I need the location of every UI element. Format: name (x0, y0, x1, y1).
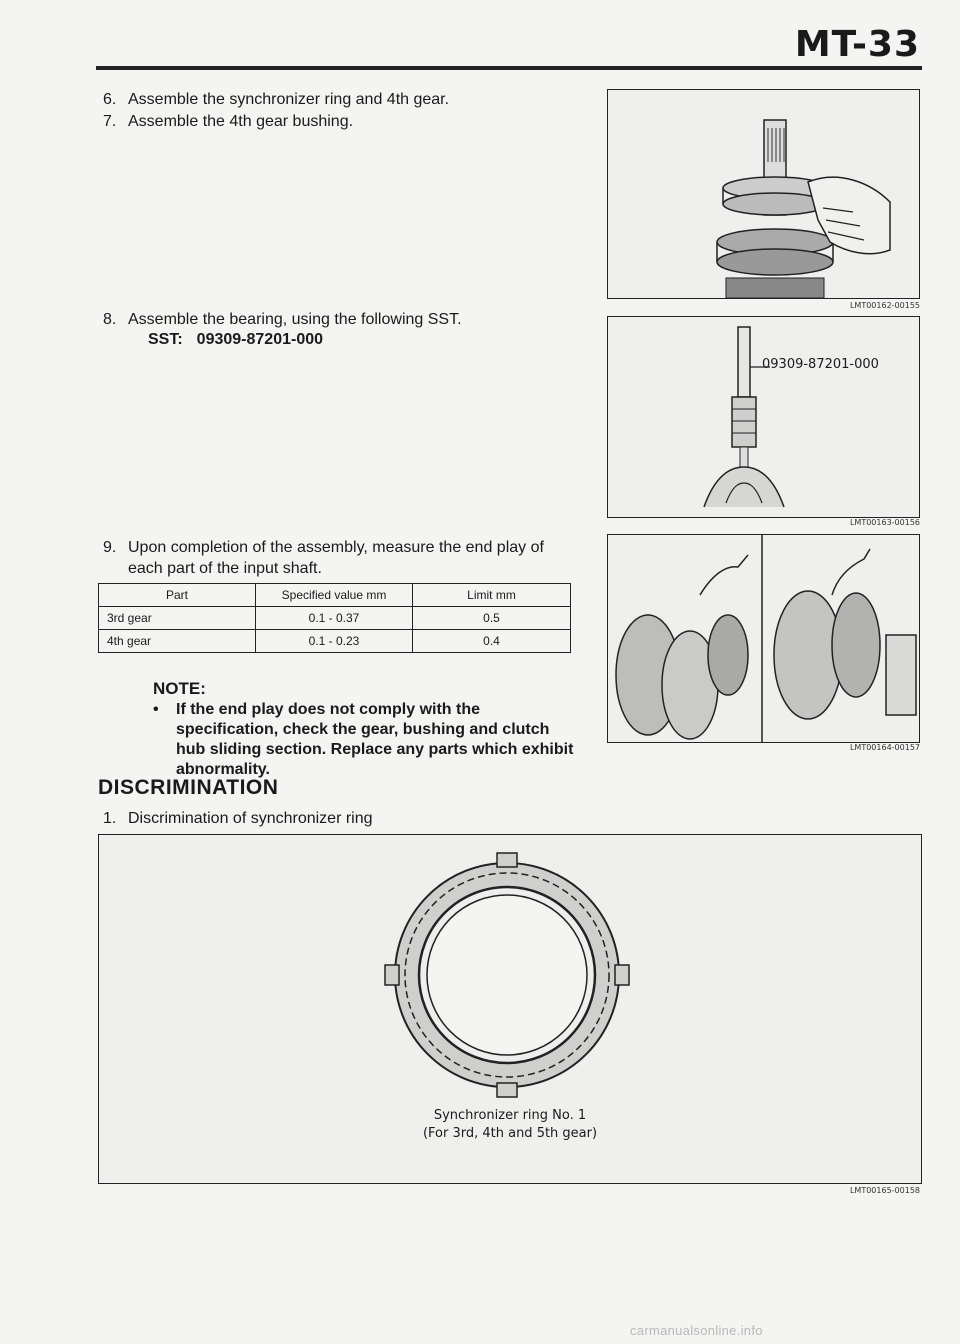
note-text: If the end play does not comply with the specification, check the gear, bushing and clutch hub sliding section. Replace any parts which exhibit abnormality. (176, 701, 574, 778)
step-6 (103, 89, 593, 110)
bullet-icon: • (153, 701, 159, 718)
sst-callout: 09309-87201-000 (762, 357, 879, 372)
step-text: Discrimination of synchronizer ring (128, 810, 373, 827)
figure-code: LMT00162-00155 (849, 301, 920, 310)
figure-bearing-press (607, 316, 920, 518)
step-number: 6. (103, 91, 117, 108)
sst-label: SST: (148, 331, 183, 348)
step-number: 8. (103, 311, 117, 328)
step-9 (103, 537, 583, 579)
table-row (99, 630, 571, 653)
figure-gear-assembly (607, 89, 920, 299)
table-cell: 0.5 (413, 607, 571, 630)
figure-end-play-measurement (607, 534, 920, 743)
discrimination-item-1 (103, 808, 593, 829)
caption-line: (For 3rd, 4th and 5th gear) (422, 1126, 598, 1141)
sst-code: 09309-87201-000 (196, 331, 324, 348)
table-header-row (99, 584, 571, 607)
page-number: MT-33 (794, 24, 920, 65)
table-cell: 0.1 - 0.37 (256, 607, 413, 630)
footer-watermark: carmanualsonline.info (630, 1323, 763, 1338)
step-text: Assemble the 4th gear bushing. (128, 113, 354, 130)
table-cell: 3rd gear (99, 607, 256, 630)
table-header: Part (99, 584, 256, 607)
sst-line (148, 331, 337, 349)
step-number: 1. (103, 810, 117, 827)
figure-code: LMT00164-00157 (849, 743, 920, 752)
table-header: Specified value mm (256, 584, 413, 607)
table-header: Limit mm (413, 584, 571, 607)
table-row (99, 607, 571, 630)
step-number: 9. (103, 539, 117, 556)
figure-code: LMT00165-00158 (849, 1186, 920, 1195)
figure-code: LMT00163-00156 (849, 518, 920, 527)
note-title: NOTE: (153, 679, 206, 698)
step-text: Upon completion of the assembly, measure the end play of each part of the input shaft. (128, 539, 544, 577)
table-cell: 0.4 (413, 630, 571, 653)
step-text: Assemble the synchronizer ring and 4th gear. (128, 91, 450, 108)
end-play-table (98, 583, 571, 653)
note-body (153, 700, 583, 780)
caption-line: Synchronizer ring No. 1 (433, 1108, 587, 1123)
table-cell: 4th gear (99, 630, 256, 653)
ring-caption (360, 1107, 660, 1143)
header-rule (96, 66, 922, 70)
step-8 (103, 309, 593, 330)
section-heading: DISCRIMINATION (98, 776, 279, 799)
step-number: 7. (103, 113, 117, 130)
table-cell: 0.1 - 0.23 (256, 630, 413, 653)
step-text: Assemble the bearing, using the following SST. (128, 311, 462, 328)
step-7 (103, 111, 593, 132)
